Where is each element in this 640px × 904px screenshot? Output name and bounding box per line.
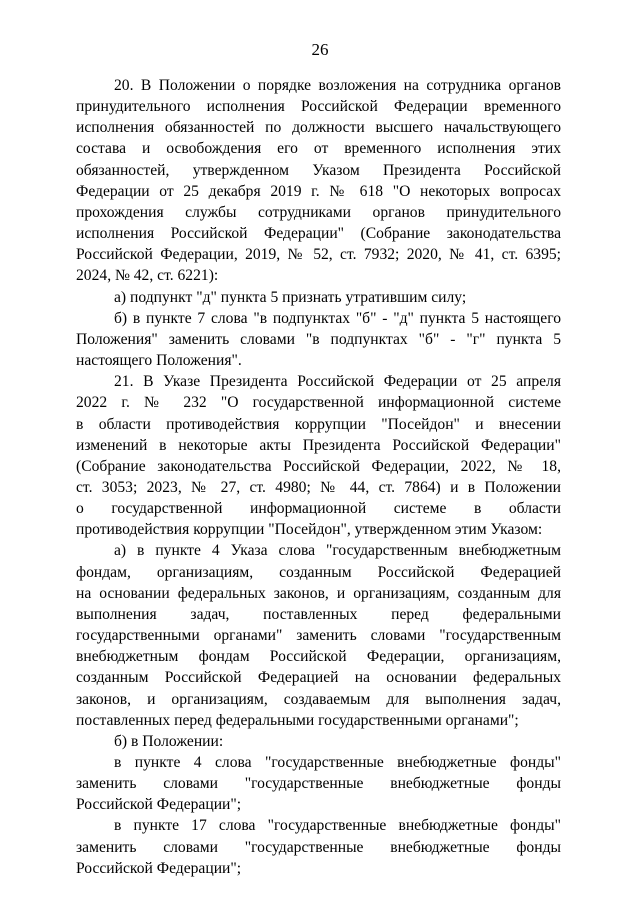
text-line: обязанностей, утвержденном Указом Президента Российской (76, 161, 561, 179)
text-line: ст. 3053; 2023, № 27, ст. 4980; № 44, ст. 7864) и в Положении (76, 478, 561, 496)
text-line: Российской Федерации"; (76, 859, 242, 877)
paragraph-p21 (76, 371, 561, 540)
text-line: Положения" заменить словами "в подпунктах "б" - "г" пункта 5 (76, 330, 561, 348)
text-line: состава и освобождения его от временного исполнения этих (76, 140, 561, 158)
document-body (76, 75, 561, 879)
text-line: 2024, № 42, ст. 6221): (76, 267, 219, 285)
text-line: в области противодействия коррупции "Посейдон" и внесении (76, 415, 561, 433)
text-line: в пункте 4 слова "государственные внебюджетные фонды" (114, 754, 561, 771)
paragraph-p21b1 (76, 752, 561, 815)
text-line: Российской Федерации"; (76, 796, 242, 814)
paragraph-p21a (76, 540, 561, 730)
text-line: заменить словами "государственные внебюджетные фонды (76, 775, 561, 793)
paragraph-p20b (76, 308, 561, 371)
text-line: на основании федеральных законов, и организациям, созданным для (76, 584, 561, 602)
text-line: Российской Федерации, 2019, № 52, ст. 7932; 2020, № 41, ст. 6395; (76, 246, 561, 264)
text-line: созданным Российской Федерацией на основании федеральных (76, 669, 561, 687)
text-line: исполнения Российской Федерации" (Собрание законодательства (76, 225, 561, 243)
text-line: в пункте 17 слова "государственные внебюджетные фонды" (114, 817, 561, 835)
paragraph-p20a (76, 287, 561, 308)
paragraph-p20 (76, 75, 561, 287)
text-line: принудительного исполнения Российской Федерации временного (76, 98, 561, 116)
text-line: выполнения задач, поставленных перед федеральными (76, 605, 561, 623)
text-line: о государственной информационной системе в области (76, 500, 561, 518)
text-line: законов, и организациям, создаваемым для выполнения задач, (76, 690, 561, 708)
text-line: 20. В Положении о порядке возложения на сотрудника органов (114, 77, 561, 94)
text-line: исполнения обязанностей по должности высшего начальствующего (76, 119, 561, 137)
text-line: изменений в некоторые акты Президента Российской Федерации" (76, 436, 561, 454)
text-line: противодействия коррупции "Посейдон", утвержденном этим Указом: (76, 521, 543, 539)
text-line: (Собрание законодательства Российской Федерации, 2022, № 18, (76, 457, 561, 475)
text-line: настоящего Положения". (76, 352, 242, 370)
text-line: Федерации от 25 декабря 2019 г. № 618 "О некоторых вопросах (76, 182, 561, 200)
text-line: прохождения службы сотрудниками органов принудительного (76, 203, 561, 221)
text-line: 21. В Указе Президента Российской Федерации от 25 апреля (114, 373, 561, 391)
paragraph-p21b2 (76, 815, 561, 878)
page-number: 26 (311, 40, 329, 59)
text-line: 2022 г. № 232 "О государственной информационной системе (76, 394, 561, 412)
text-line: б) в пункте 7 слова "в подпунктах "б" - "д" пункта 5 настоящего (114, 309, 561, 327)
text-line: фондам, организациям, созданным Российской Федерацией (76, 563, 561, 581)
text-line: б) в Положении: (114, 732, 224, 750)
paragraph-p21b (76, 731, 561, 752)
text-line: поставленных перед федеральными государственными органами"; (76, 711, 519, 729)
text-line: а) подпункт "д" пункта 5 признать утратившим силу; (114, 288, 467, 306)
text-line: а) в пункте 4 Указа слова "государственным внебюджетным (114, 542, 561, 560)
text-line: заменить словами "государственные внебюджетные фонды (76, 838, 561, 856)
text-line: внебюджетным фондам Российской Федерации, организациям, (76, 648, 561, 666)
text-line: государственными органами" заменить словами "государственным (76, 627, 561, 645)
